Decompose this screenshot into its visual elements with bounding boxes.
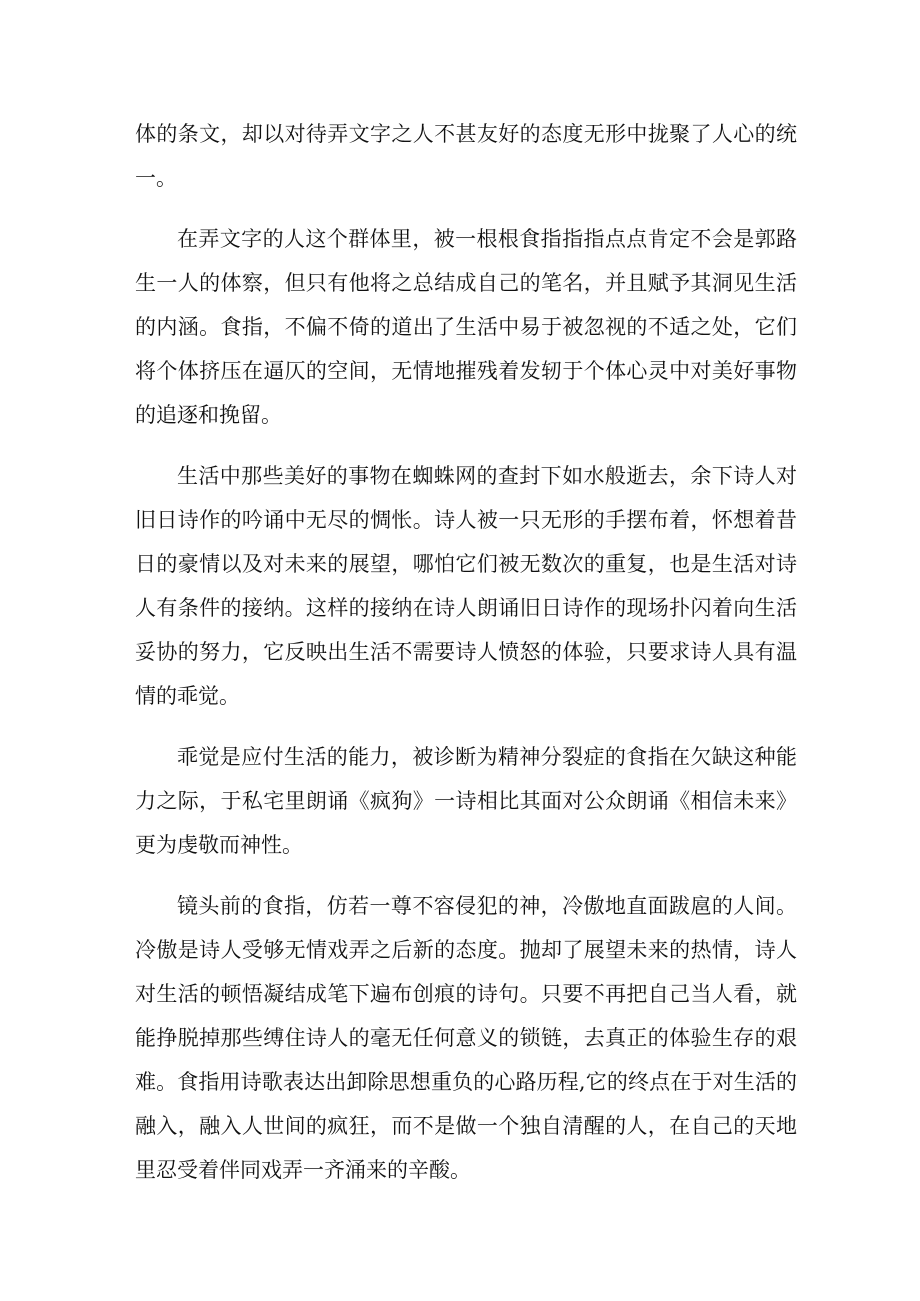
paragraph-5: 镜头前的食指，仿若一尊不容侵犯的神，冷傲地直面跋扈的人间。冷傲是诗人受够无情戏弄之后新的态度。抛却了展望未来的热情，诗人对生活的顿悟凝结成笔下遍布创痕的诗句。只要不再把自己当人看，就能挣脱掉那些缚住诗人的毫无任何意义的锁链，去真正的体验生存的艰难。食指用诗歌表达出卸除思想重负的心路历程,它的终点在于对生活的融入，融入人世间的疯狂，而不是做一个独自清醒的人，在自己的天地里忍受着伴同戏弄一齐涌来的辛酸。 [135,894,797,1182]
paragraph-3: 生活中那些美好的事物在蜘蛛网的查封下如水般逝去，余下诗人对旧日诗作的吟诵中无尽的惆怅。诗人被一只无形的手摆布着，怀想着昔日的豪情以及对未来的展望，哪怕它们被无数次的重复，也是生活对诗人有条件的接纳。这样的接纳在诗人朗诵旧日诗作的现场扑闪着向生活妥协的努力，它反映出生活不需要诗人愤怒的体验，只要求诗人具有温情的乖觉。 [135,464,797,708]
paragraph-4: 乖觉是应付生活的能力，被诊断为精神分裂症的食指在欠缺这种能力之际，于私宅里朗诵《疯狗》一诗相比其面对公众朗诵《相信未来》更为虔敬而神性。 [135,745,797,857]
paragraph-1: 体的条文，却以对待弄文字之人不甚友好的态度无形中拢聚了人心的统一。 [135,122,797,190]
paragraph-2: 在弄文字的人这个群体里，被一根根食指指指点点肯定不会是郭路生一人的体察，但只有他将之总结成自己的笔名，并且赋予其洞见生活的内涵。食指，不偏不倚的道出了生活中易于被忽视的不适之处，它们将个体挤压在逼仄的空间，无情地摧残着发轫于个体心灵中对美好事物的追逐和挽留。 [135,227,797,427]
document-body [135,112,797,1209]
